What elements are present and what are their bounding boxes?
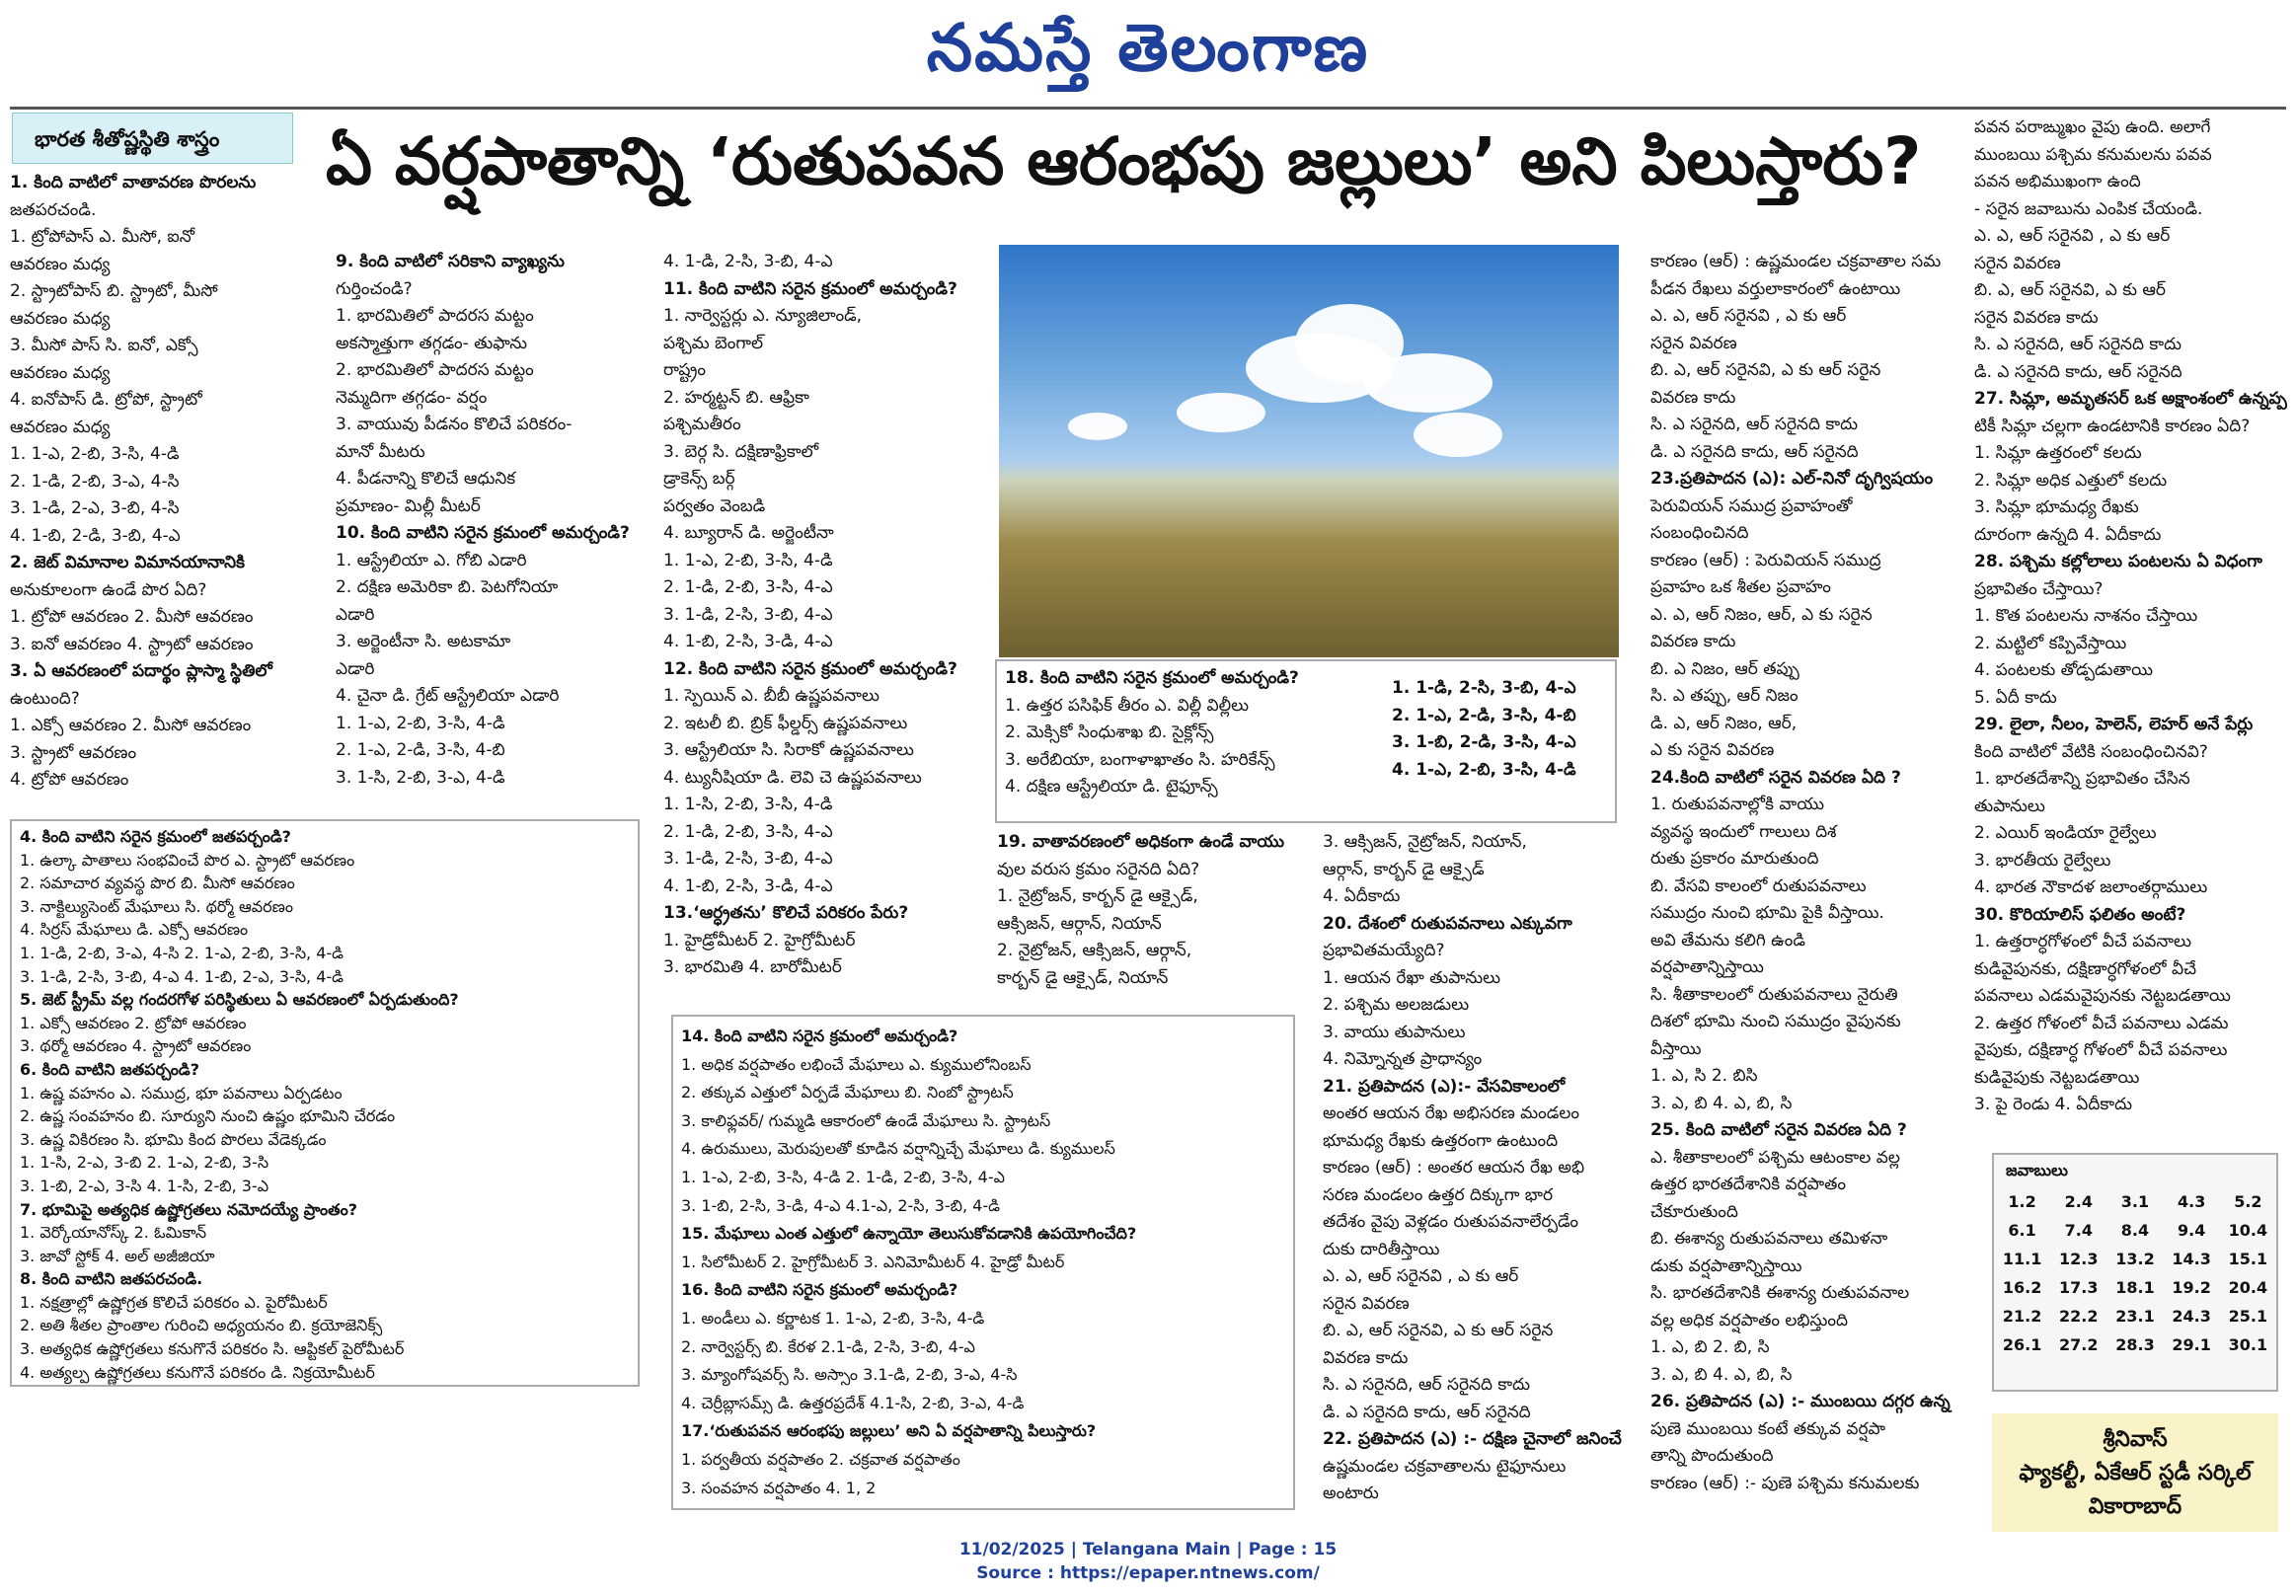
col1-line: 2. 1-డి, 2-బి, 3-ఎ, 4-సి bbox=[10, 471, 180, 492]
col3-line: డ్రాకెన్స్ బర్గ్ bbox=[663, 469, 735, 489]
answer-cell: 3.1 bbox=[2120, 1192, 2150, 1211]
box18_opts-line: 3. 1-బి, 2-డి, 3-సి, 4-ఎ bbox=[1392, 732, 1576, 752]
col6-line: పవన పరాఙ్ముఖం వైపు ఉంది. అలాగే bbox=[1974, 117, 2211, 137]
col5-line: సంబంధించినది bbox=[1650, 523, 1749, 543]
col3-line: 4. 1-డి, 2-సి, 3-బి, 4-ఎ bbox=[663, 252, 833, 271]
answer-row bbox=[1994, 1302, 2276, 1330]
col6-line: 3. భారతీయ రైల్వేలు bbox=[1974, 850, 2111, 871]
box18-line: 3. అరేబియా, బంగాళాఖాతం సి. హరికేన్స్ bbox=[1005, 749, 1275, 770]
col6-line: 3. పై రెండు 4. ఏదీకాదు bbox=[1974, 1095, 2133, 1114]
col6-line: కింది వాటిలో వేటికి సంబంధించినవి? bbox=[1974, 741, 2208, 762]
col1-line: 1. కింది వాటిలో వాతావరణ పొరలను bbox=[10, 173, 257, 192]
col4b-line: 3. వాయు తుపానులు bbox=[1323, 1022, 1466, 1042]
col1b-line: 3. 1-డి, 2-సి, 3-బి, 4-ఎ 4. 1-బి, 2-ఎ, 3-సి, 4-డి bbox=[20, 966, 344, 986]
footer-source: Source : https://epaper.ntnews.com/ bbox=[976, 1563, 1320, 1583]
col4a-line: వుల వరుస క్రమం సరైనది ఏది? bbox=[997, 859, 1200, 879]
answer-cell: 8.4 bbox=[2120, 1221, 2150, 1240]
col6-line: 2. మట్టిలో కప్పివేస్తాయి bbox=[1974, 633, 2127, 653]
col5-line: డుకు వర్షపాతాన్నిస్తాయి bbox=[1650, 1255, 1802, 1276]
col6-line: సరైన వివరణ కాదు bbox=[1974, 307, 2099, 328]
col1b-line: 6. కింది వాటిని జతపర్చండి? bbox=[20, 1059, 200, 1079]
col1-line: ఉంటుంది? bbox=[10, 688, 80, 709]
box18_opts-line: 4. 1-ఎ, 2-బి, 3-సి, 4-డి bbox=[1392, 759, 1576, 780]
col1b-line: 5. జెట్ స్ట్రీమ్ వల్ల గందరగోళ పరిస్థితులు ఏ ఆవరణంలో ఏర్పడుతుంది? bbox=[20, 990, 459, 1010]
col1b-line: 3. 1-బి, 2-ఎ, 3-సి 4. 1-సి, 2-బి, 3-ఎ bbox=[20, 1176, 269, 1195]
col5-line: 1. ఎ, సి 2. బిసి bbox=[1650, 1066, 1758, 1086]
answer-cell: 11.1 bbox=[2002, 1250, 2042, 1268]
box14-line: 1. అండీలు ఎ. కర్ణాటక 1. 1-ఎ, 2-బి, 3-సి, 4-డి bbox=[681, 1308, 985, 1328]
col1b-line: 1. నక్షత్రాల్లో ఉష్ణోగ్రత కొలిచే పరికరం ఎ. పైరోమీటర్ bbox=[20, 1292, 328, 1312]
col5-line: ఎ. ఎ, ఆర్ సరైనవి , ఎ కు ఆర్ bbox=[1650, 306, 1847, 326]
masthead: నమస్తే తెలంగాణ bbox=[926, 10, 1370, 86]
col6-line: 3. సిమ్లా భూమధ్య రేఖకు bbox=[1974, 497, 2139, 517]
box14-line: 14. కింది వాటిని సరైన క్రమంలో అమర్చండి? bbox=[681, 1026, 958, 1045]
col2-line: 3. వాయువు పీడనం కొలిచే పరికరం- bbox=[336, 415, 573, 434]
col1-line: ఆవరణం మధ్య bbox=[10, 308, 111, 329]
answer-cell: 7.4 bbox=[2064, 1221, 2093, 1240]
section-label: భారత శీతోష్ణస్థితి శాస్త్రం bbox=[12, 113, 293, 164]
col3-line: 1. 1-ఎ, 2-బి, 3-సి, 4-డి bbox=[663, 550, 833, 570]
col1b-line: 2. ఉష్ణ సంవహనం బి. సూర్యుని నుంచి ఉష్ణం భూమిని చేరడం bbox=[20, 1106, 396, 1126]
col5-line: తాన్ని పొందుతుంది bbox=[1650, 1446, 1774, 1466]
col3-line: 2. 1-డి, 2-బి, 3-సి, 4-ఎ bbox=[663, 577, 833, 597]
col2-line: 3. 1-సి, 2-బి, 3-ఎ, 4-డి bbox=[336, 767, 505, 788]
col1b-line: 3. నాక్టిల్యుసెంట్ మేఘాలు సి. థర్మో ఆవరణం bbox=[20, 896, 293, 916]
col3-line: 13.‘ఆర్ధ్రతను’ కొలిచే పరికరం పేరు? bbox=[663, 903, 909, 923]
col5-line: కారణం (ఆర్) : పెరువియన్ సముద్ర bbox=[1650, 550, 1881, 570]
col6-line: 1. కొత పంటలను నాశనం చేస్తాయి bbox=[1974, 606, 2198, 626]
col3-line: 1. 1-సి, 2-బి, 3-సి, 4-డి bbox=[663, 795, 833, 814]
col3-line: 3. ఆస్ట్రేలియా సి. సిరాకో ఉష్ణపవనాలు bbox=[663, 740, 914, 760]
col4b-line: 20. దేశంలో రుతుపవనాలు ఎక్కువగా bbox=[1323, 913, 1572, 934]
col5-line: 25. కింది వాటిలో సరైన వివరణ ఏది ? bbox=[1650, 1120, 1907, 1140]
col4b-line: సరణ మండలం ఉత్తర దిక్కుగా భార bbox=[1323, 1184, 1554, 1205]
col5-line: బి. ఈశాన్య రుతుపవనాలు తమిళనా bbox=[1650, 1229, 1888, 1249]
headline: ఏ వర్షపాతాన్ని ‘రుతుపవన ఆరంభపు జల్లులు’ అని పిలుస్తారు? bbox=[326, 123, 1922, 199]
col4b-line: ఉష్ణమండల చక్రవాతాలను టైఫూనులు bbox=[1323, 1456, 1567, 1477]
col1b-line: 1. 1-డి, 2-బి, 3-ఎ, 4-సి 2. 1-ఎ, 2-బి, 3-సి, 4-డి bbox=[20, 943, 344, 962]
col5-line: 1. ఎ, బి 2. బి, సి bbox=[1650, 1337, 1770, 1357]
author-affiliation: ఫ్యాకల్టీ, ఏకేఆర్ స్టడీ సర్కిల్ bbox=[2019, 1461, 2252, 1485]
col5-line: 26. ప్రతిపాదన (ఎ) :- ముంబయి దగ్గర ఉన్న bbox=[1650, 1392, 1951, 1411]
col2-line: 4. పీడనాన్ని కొలిచే ఆధునిక bbox=[336, 469, 516, 489]
answer-cell: 20.4 bbox=[2228, 1278, 2268, 1297]
box18-line: 4. దక్షిణ ఆస్ట్రేలియా డి. టైఫూన్స్ bbox=[1005, 777, 1218, 797]
landscape-photo bbox=[999, 245, 1619, 657]
col5-line: వల్ల అధిక వర్షపాతం లభిస్తుంది bbox=[1650, 1310, 1848, 1330]
col1b-line: 3. జావో స్టోక్ 4. అల్ అజీజియా bbox=[20, 1246, 215, 1265]
col2-line: 1. 1-ఎ, 2-బి, 3-సి, 4-డి bbox=[336, 713, 505, 733]
column-1 bbox=[10, 170, 326, 795]
col6-line: ఎ. ఎ, ఆర్ సరైనవి , ఎ కు ఆర్ bbox=[1974, 226, 2171, 246]
col2-line: 4. చైనా డి. గ్రేట్ ఆస్ట్రేలియా ఎడారి bbox=[336, 686, 560, 706]
box14-line: 4. చెర్రీబ్లాసమ్స్ డి. ఉత్తరప్రదేశ్ 4.1-సి, 2-బి, 3-ఎ, 4-డి bbox=[681, 1393, 1025, 1412]
col4b-line: 22. ప్రతిపాదన (ఎ) :- దక్షిణ చైనాలో జనించే bbox=[1323, 1429, 1622, 1449]
col6-line: 27. సిమ్లా, అమృతసర్ ఒక అక్షాంశంలో ఉన్నప్ప bbox=[1974, 389, 2287, 409]
col1-line: 3. ఏ ఆవరణంలో పదార్థం ప్లాస్మా స్థితిలో bbox=[10, 661, 272, 681]
answer-cell: 18.1 bbox=[2115, 1278, 2155, 1297]
col5-line: కారణం (ఆర్) : ఉష్ణమండల చక్రవాతాల సమ bbox=[1650, 252, 1942, 271]
col6-line: 4. పంటలకు తోడ్పడుతాయి bbox=[1974, 660, 2153, 680]
col4b-line: 2. పశ్చిమ అలజడులు bbox=[1323, 995, 1470, 1015]
col3-line: 3. 1-డి, 2-సి, 3-బి, 4-ఎ bbox=[663, 849, 833, 869]
col3-line: 1. హైడ్రోమీటర్ 2. హైగ్రోమీటర్ bbox=[663, 930, 856, 950]
column-5 bbox=[1650, 249, 1976, 1497]
answer-row bbox=[1994, 1245, 2276, 1273]
question-18 bbox=[1005, 665, 1380, 801]
col5-line: వర్షపాతాన్నిస్తాయి bbox=[1650, 957, 1764, 977]
box14-line: 2. తక్కువ ఎత్తులో ఏర్పడే మేఘాలు బి. నింబో స్ట్రాటస్ bbox=[681, 1083, 1014, 1102]
col5-line: పెరువియన్ సముద్ర ప్రవాహంతో bbox=[1650, 495, 1853, 516]
col5-line: అవి తేమను కలిగి ఉండి bbox=[1650, 930, 1805, 950]
col3-line: 1. నార్వెస్టర్లు ఎ. న్యూజిలాండ్, bbox=[663, 306, 863, 326]
col1-line: ఆవరణం మధ్య bbox=[10, 362, 111, 383]
answer-cell: 16.2 bbox=[2002, 1278, 2042, 1297]
col1b-line: 8. కింది వాటిని జతపరచండి. bbox=[20, 1269, 203, 1289]
box14-line: 3. 1-బి, 2-సి, 3-డి, 4-ఎ 4.1-ఎ, 2-సి, 3-బి, 4-డి bbox=[681, 1195, 1000, 1215]
answer-row bbox=[1994, 1216, 2276, 1245]
question-box-18 bbox=[995, 659, 1617, 823]
author-credit bbox=[1992, 1413, 2278, 1532]
col3-line: 12. కింది వాటిని సరైన క్రమంలో అమర్చండి? bbox=[663, 658, 957, 679]
answer-key bbox=[1992, 1153, 2278, 1392]
col5-line: 1. రుతుపవనాల్లోకి వాయు bbox=[1650, 795, 1824, 814]
col5-line: సి. శీతాకాలంలో రుతుపవనాలు నైరుతి bbox=[1650, 984, 1898, 1005]
col6-line: 1. భారతదేశాన్ని ప్రభావితం చేసిన bbox=[1974, 769, 2190, 789]
col2-line: 2. 1-ఎ, 2-డి, 3-సి, 4-బి bbox=[336, 740, 505, 760]
col5-line: 24.కింది వాటిలో సరైన వివరణ ఏది ? bbox=[1650, 767, 1901, 788]
col1b-line: 4. కింది వాటిని సరైన క్రమంలో జతపర్చండి? bbox=[20, 827, 291, 846]
answer-cell: 27.2 bbox=[2059, 1335, 2099, 1354]
col6-line: కుడివైపునకు, దక్షిణార్ధగోళంలో వీచే bbox=[1974, 958, 2197, 979]
col6-line: సి. ఎ సరైనది, ఆర్ సరైనది కాదు bbox=[1974, 335, 2182, 354]
col1b-line: 7. భూమిపై అత్యధిక ఉష్ణోగ్రతలు నమోదయ్యే ప్రాంతం? bbox=[20, 1199, 358, 1219]
col4b-line: అంతర ఆయన రేఖ అభిసరణ మండలం bbox=[1323, 1103, 1580, 1123]
col4b-line: తదేశం వైపు వెళ్లడం రుతుపవనాలేర్పడేం bbox=[1323, 1212, 1579, 1232]
col1-line: 2. స్ట్రాటోపాస్ బి. స్ట్రాటో, మీసో bbox=[10, 281, 218, 301]
col6-line: 1. సిమ్లా ఉత్తరంలో కలదు bbox=[1974, 443, 2142, 463]
answer-row bbox=[1994, 1330, 2276, 1359]
col4b-line: బి. ఎ, ఆర్ సరైనవి, ఎ కు ఆర్ సరైన bbox=[1323, 1321, 1554, 1340]
col5-line: ఎ కు సరైన వివరణ bbox=[1650, 740, 1775, 760]
box14-line: 2. నార్వెస్టర్స్ బి. కేరళ 2.1-డి, 2-సి, 3-బి, 4-ఎ bbox=[681, 1336, 975, 1356]
col5-line: చేకూరుతుంది bbox=[1650, 1201, 1738, 1222]
col6-line: 2. ఎయిర్ ఇండియా రైల్వేలు bbox=[1974, 823, 2157, 843]
col5-line: ప్రవాహం ఒక శీతల ప్రవాహం bbox=[1650, 577, 1831, 597]
col4b-line: కారణం (ఆర్) : అంతర ఆయన రేఖ అభి bbox=[1323, 1158, 1585, 1178]
col5-line: వివరణ కాదు bbox=[1650, 632, 1736, 651]
col5-line: కారణం (ఆర్) :- పుణె పశ్చిమ కనుమలకు bbox=[1650, 1473, 1920, 1493]
col4b-line: దుకు దారితీస్తాయి bbox=[1323, 1239, 1440, 1259]
col2-line: 2. దక్షిణ అమెరికా బి. పెటగోనియా bbox=[336, 577, 559, 597]
box18_opts-line: 1. 1-డి, 2-సి, 3-బి, 4-ఎ bbox=[1392, 678, 1576, 698]
answer-cell: 1.2 bbox=[2008, 1192, 2036, 1211]
col4b-line: భూమధ్య రేఖకు ఉత్తరంగా ఉంటుంది bbox=[1323, 1130, 1559, 1151]
col1b-line: 1. వెర్కోయానోస్క్ 2. ఓమికాన్ bbox=[20, 1223, 207, 1243]
author-name: శ్రీనివాస్ bbox=[2103, 1427, 2168, 1452]
answer-cell: 10.4 bbox=[2228, 1221, 2268, 1240]
col1b-line: 2. సమాచార వ్యవస్థ పొర బి. మీసో ఆవరణం bbox=[20, 874, 295, 893]
col1-line: 4. ట్రోపో ఆవరణం bbox=[10, 770, 129, 790]
col5-line: రుతు ప్రకారం మారుతుంది bbox=[1650, 849, 1819, 869]
col1b-line: 4. అత్యల్ప ఉష్ణోగ్రతలు కనుగొనే పరికరం డి. నిక్రయోమీటర్ bbox=[20, 1362, 375, 1382]
column-6 bbox=[1974, 114, 2286, 1119]
box18_opts-line: 2. 1-ఎ, 2-డి, 3-సి, 4-బి bbox=[1392, 705, 1576, 725]
answer-cell: 25.1 bbox=[2228, 1307, 2268, 1326]
header-rule bbox=[10, 107, 2286, 110]
box14-line: 17.‘రుతుపవన ఆరంభపు జల్లులు’ అని ఏ వర్షపాతాన్ని పిలుస్తారు? bbox=[681, 1421, 1097, 1441]
col5-line: బి. ఎ, ఆర్ సరైనవి, ఎ కు ఆర్ సరైన bbox=[1650, 360, 1881, 380]
col5-line: 23.ప్రతిపాదన (ఎ): ఎల్-నినో దృగ్విషయం bbox=[1650, 469, 1934, 489]
col4b-line: ఆర్గాన్, కార్బన్ డై ఆక్సైడ్ bbox=[1323, 859, 1485, 879]
col4b-line: వివరణ కాదు bbox=[1323, 1347, 1409, 1368]
col1-line: 1. ట్రోపోపాస్ ఎ. మీసో, ఐనో bbox=[10, 227, 195, 247]
col2-line: మానో మీటరు bbox=[336, 441, 425, 462]
col4b-line: 1. ఆయన రేఖా తుపానులు bbox=[1323, 967, 1501, 988]
col3-line: 11. కింది వాటిని సరైన క్రమంలో అమర్చండి? bbox=[663, 278, 957, 299]
col6-line: సరైన వివరణ bbox=[1974, 253, 2061, 273]
col6-line: 1. ఉత్తరార్ధగోళంలో వీచే పవనాలు bbox=[1974, 932, 2191, 951]
col6-line: 30. కొరియాలిస్ ఫలితం అంటే? bbox=[1974, 904, 2186, 925]
col4a-line: 2. నైట్రోజన్, ఆక్సిజన్, ఆర్గాన్, bbox=[997, 941, 1192, 960]
box14-line: 3. మ్యాంగోషవర్స్ సి. అస్సాం 3.1-డి, 2-బి, 3-ఎ, 4-సి bbox=[681, 1365, 1018, 1385]
col5-line: వివరణ కాదు bbox=[1650, 387, 1736, 408]
answer-cell: 22.2 bbox=[2059, 1307, 2099, 1326]
col6-line: పవన అభిముఖంగా ఉంది bbox=[1974, 172, 2141, 191]
col3-line: 4. 1-బి, 2-సి, 3-డి, 4-ఎ bbox=[663, 632, 833, 651]
col4a-line: 19. వాతావరణంలో అధికంగా ఉండే వాయు bbox=[997, 832, 1285, 852]
col6-line: కుడివైపుకు నెట్టబడతాయి bbox=[1974, 1067, 2140, 1088]
answer-table bbox=[1994, 1187, 2276, 1359]
col1b-line: 1. 1-సి, 2-ఎ, 3-బి 2. 1-ఎ, 2-బి, 3-సి bbox=[20, 1153, 269, 1173]
box14-line: 1. అధిక వర్షపాతం లభించే మేఘాలు ఎ. క్యుములోనింబస్ bbox=[681, 1054, 1032, 1074]
col1b-line: 3. థర్మో ఆవరణం 4. స్ట్రాటో ఆవరణం bbox=[20, 1036, 252, 1056]
col4a-line: ఆక్సిజన్, ఆర్గాన్, నియాన్ bbox=[997, 913, 1162, 934]
col5-line: డి. ఎ సరైనది కాదు, ఆర్ సరైనది bbox=[1650, 441, 1859, 462]
col2-line: 2. భారమితిలో పాదరస మట్టం bbox=[336, 360, 534, 380]
col1-line: 3. 1-డి, 2-ఎ, 3-బి, 4-సి bbox=[10, 498, 180, 518]
box14-line: 3. సంవహన వర్షపాతం 4. 1, 2 bbox=[681, 1478, 877, 1497]
col3-line: 4. 1-బి, 2-సి, 3-డి, 4-ఎ bbox=[663, 875, 833, 896]
col1-line: ఆవరణం మధ్య bbox=[10, 417, 111, 437]
col5-line: సి. ఎ తప్పు, ఆర్ నిజం bbox=[1650, 686, 1799, 706]
col6-line: 4. భారత నౌకాదళ జలాంతర్గాములు bbox=[1974, 877, 2208, 897]
col1-line: అనుకూలంగా ఉండే పొర ఏది? bbox=[10, 579, 207, 600]
col1b-line: 4. సిర్రస్ మేఘాలు డి. ఎక్సో ఆవరణం bbox=[20, 920, 249, 940]
box14-line: 16. కింది వాటిని సరైన క్రమంలో అమర్చండి? bbox=[681, 1280, 958, 1300]
answer-cell: 30.1 bbox=[2228, 1335, 2268, 1354]
col5-line: డి. ఎ, ఆర్ నిజం, ఆర్, bbox=[1650, 713, 1798, 733]
question-18-options bbox=[1392, 675, 1609, 784]
answer-row bbox=[1994, 1273, 2276, 1302]
col1-line: 3. స్ట్రాటో ఆవరణం bbox=[10, 742, 137, 763]
answer-cell: 4.3 bbox=[2177, 1192, 2206, 1211]
col4b-line: 21. ప్రతిపాదన (ఎ):- వేసవికాలంలో bbox=[1323, 1076, 1566, 1097]
col6-line: 29. లైలా, నీలం, హెలెన్, లెహర్ అనే పేర్లు bbox=[1974, 715, 2254, 734]
col1-line: 1. 1-ఎ, 2-బి, 3-సి, 4-డి bbox=[10, 444, 180, 464]
col3-line: 4. బ్యూరాన్ డి. అర్జెంటీనా bbox=[663, 523, 834, 543]
box18-line: 2. మెక్సికో సింధుశాఖ బి. సైక్లోన్స్ bbox=[1005, 722, 1214, 742]
col2-line: 9. కింది వాటిలో సరికాని వ్యాఖ్యను bbox=[336, 252, 565, 271]
col1b-line: 1. ఉల్కా పాతాలు సంభవించే పొర ఎ. స్ట్రాటో ఆవరణం bbox=[20, 850, 355, 870]
col1-line: 2. జెట్ విమానాల విమానయానానికి bbox=[10, 553, 245, 572]
col4b-line: 4. ఏదీకాదు bbox=[1323, 886, 1401, 906]
answer-cell: 28.3 bbox=[2115, 1335, 2155, 1354]
col5-line: ఎ. ఎ, ఆర్ నిజం, ఆర్, ఎ కు సరైన bbox=[1650, 604, 1873, 625]
col6-line: టికీ సిమ్లా చల్లగా ఉండటానికి కారణం ఏది? bbox=[1974, 416, 2251, 436]
col1-line: 4. ఐనోపాస్ డి. ట్రోపో, స్ట్రాటో bbox=[10, 390, 202, 410]
col5-line: సముద్రం నుంచి భూమి పైకి వీస్తాయి. bbox=[1650, 903, 1884, 923]
answer-cell: 17.3 bbox=[2059, 1278, 2099, 1297]
col2-line: 1. ఆస్ట్రేలియా ఎ. గోబి ఎడారి bbox=[336, 550, 527, 570]
col1b-line: 1. ఉష్ణ వహనం ఎ. సముద్ర, భూ పవనాలు ఏర్పడటం bbox=[20, 1083, 343, 1102]
col4b-line: డి. ఎ సరైనది కాదు, ఆర్ సరైనది bbox=[1323, 1402, 1531, 1422]
col1b-line: 1. ఎక్సో ఆవరణం 2. ట్రోపో ఆవరణం bbox=[20, 1013, 247, 1032]
questions-20-22 bbox=[1323, 829, 1648, 1508]
col5-line: ఎ. శీతాకాలంలో పశ్చిమ ఆటంకాల వల్ల bbox=[1650, 1147, 1900, 1168]
answer-cell: 14.3 bbox=[2172, 1250, 2211, 1268]
col2-line: 1. భారమితిలో పాదరస మట్టం bbox=[336, 306, 534, 326]
col5-line: సరైన వివరణ bbox=[1650, 333, 1737, 353]
answer-cell: 9.4 bbox=[2177, 1221, 2206, 1240]
col5-line: పుణె ముంబయి కంటే తక్కువ వర్షపా bbox=[1650, 1418, 1886, 1439]
answer-cell: 26.1 bbox=[2002, 1335, 2042, 1354]
col2-line: నెమ్మదిగా తగ్గడం- వర్షం bbox=[336, 387, 488, 408]
col1b-line: 2. అతి శీతల ప్రాంతాల గురించి అధ్యయనం బి. క్రయోజెనిక్స్ bbox=[20, 1316, 383, 1335]
col1b-line: 3. అత్యధిక ఉష్ణోగ్రతలు కనుగొనే పరికరం సి. ఆప్టికల్ పైరోమీటర్ bbox=[20, 1339, 405, 1359]
question-box-4-8 bbox=[10, 819, 640, 1387]
col3-line: పశ్చిమ బెంగాల్ bbox=[663, 333, 764, 353]
answer-cell: 29.1 bbox=[2172, 1335, 2211, 1354]
col6-line: దూరంగా ఉన్నది 4. ఏదీకాదు bbox=[1974, 524, 2162, 545]
col3-line: రాష్ట్రం bbox=[663, 360, 707, 380]
answer-cell: 6.1 bbox=[2008, 1221, 2036, 1240]
col6-line: ప్రభావితం చేస్తాయి? bbox=[1974, 578, 2104, 599]
col5-line: వీస్తాయి bbox=[1650, 1038, 1702, 1059]
col3-line: 3. బెర్గ సి. దక్షిణాఫ్రికాలో bbox=[663, 441, 819, 462]
col3-line: పశ్చిమతీరం bbox=[663, 415, 741, 434]
col3-line: 2. హర్మట్టన్ బి. ఆఫ్రికా bbox=[663, 387, 809, 408]
col2-line: గుర్తించండి? bbox=[336, 278, 413, 299]
author-location: వికారాబాద్ bbox=[2088, 1494, 2182, 1519]
column-3 bbox=[663, 249, 989, 982]
answer-cell: 19.2 bbox=[2172, 1278, 2211, 1297]
box14-line: 4. ఉరుములు, మెరుపులతో కూడిన వర్షాన్నిచ్చే మేఘాలు డి. క్యుములస్ bbox=[681, 1139, 1115, 1159]
col3-line: 1. స్పెయిన్ ఎ. బీబీ ఉష్ణపవనాలు bbox=[663, 686, 880, 706]
col2-line: 3. అర్జెంటీనా సి. అటకామా bbox=[336, 632, 511, 651]
col5-line: వ్యవస్థ ఇందులో గాలులు దిశ bbox=[1650, 821, 1837, 842]
col5-line: సి. ఎ సరైనది, ఆర్ సరైనది కాదు bbox=[1650, 415, 1859, 434]
col2-line: అకస్మాత్తుగా తగ్గడం- తుఫాను bbox=[336, 333, 528, 353]
col1-line: 3. మీసో పాస్ సి. ఐనో, ఎక్సో bbox=[10, 336, 198, 355]
col6-line: 28. పశ్చిమ కల్లోలాలు పంటలను ఏ విధంగా bbox=[1974, 552, 2262, 571]
col4b-line: ఎ. ఎ, ఆర్ సరైనవి , ఎ కు ఆర్ bbox=[1323, 1266, 1519, 1286]
col4a-line: కార్బన్ డై ఆక్సైడ్, నియాన్ bbox=[997, 967, 1169, 988]
col5-line: సి. భారతదేశానికి ఈశాన్య రుతుపవనాల bbox=[1650, 1283, 1910, 1303]
col6-line: 2. సిమ్లా అధిక ఎత్తులో కలదు bbox=[1974, 470, 2168, 491]
question-19 bbox=[997, 829, 1352, 992]
col1-line: ఆవరణం మధ్య bbox=[10, 254, 111, 274]
col6-line: డి. ఎ సరైనది కాదు, ఆర్ సరైనది bbox=[1974, 361, 2182, 382]
col6-line: పవనాలు ఎడమవైపునకు నెట్టబడతాయి bbox=[1974, 986, 2231, 1006]
col2-line: 10. కింది వాటిని సరైన క్రమంలో అమర్చండి? bbox=[336, 523, 630, 543]
answer-cell: 5.2 bbox=[2234, 1192, 2262, 1211]
box14-line: 1. 1-ఎ, 2-బి, 3-సి, 4-డి 2. 1-డి, 2-బి, 3-సి, 4-ఎ bbox=[681, 1167, 1006, 1186]
col5-line: 3. ఎ, బి 4. ఎ, బి, సి bbox=[1650, 1093, 1793, 1113]
col6-line: ముంబయి పశ్చిమ కనుమలను పవవ bbox=[1974, 144, 2212, 165]
col4b-line: ప్రభావితమయ్యేది? bbox=[1323, 941, 1445, 960]
col4b-line: 3. ఆక్సిజన్, నైట్రోజన్, నియాన్, bbox=[1323, 832, 1527, 852]
col5-line: బి. వేసవి కాలంలో రుతుపవనాలు bbox=[1650, 875, 1867, 896]
col6-line: - సరైన జవాబును ఎంపిక చేయండి. bbox=[1974, 198, 2203, 219]
answer-cell: 13.2 bbox=[2115, 1250, 2155, 1268]
col1-line: జతపరచండి. bbox=[10, 199, 97, 220]
col3-line: 3. భారమితి 4. బారోమీటర్ bbox=[663, 957, 842, 977]
col3-line: 3. 1-డి, 2-సి, 3-బి, 4-ఎ bbox=[663, 604, 833, 625]
col1-line: 3. ఐనో ఆవరణం 4. స్ట్రాటో ఆవరణం bbox=[10, 634, 254, 654]
answer-cell: 24.3 bbox=[2172, 1307, 2211, 1326]
col4a-line: 1. నైట్రోజన్, కార్బన్ డై ఆక్సైడ్, bbox=[997, 886, 1198, 906]
col1-line: 4. 1-బి, 2-డి, 3-బి, 4-ఎ bbox=[10, 525, 181, 546]
answer-cell: 15.1 bbox=[2228, 1250, 2268, 1268]
questions-4-8 bbox=[20, 825, 632, 1384]
col3-line: పర్వతం వెంబడి bbox=[663, 495, 766, 516]
col5-line: దిశలో భూమి నుంచి సముద్రం వైపునకు bbox=[1650, 1012, 1901, 1031]
col3-line: 2. 1-డి, 2-బి, 3-సి, 4-ఎ bbox=[663, 821, 833, 842]
answer-cell: 12.3 bbox=[2059, 1250, 2099, 1268]
col6-line: 5. ఏదీ కాదు bbox=[1974, 687, 2057, 708]
col5-line: 3. ఎ, బి 4. ఎ, బి, సి bbox=[1650, 1364, 1793, 1385]
col2-line: ప్రమాణం- మిల్లీ మీటర్ bbox=[336, 495, 481, 516]
col2-line: ఎడారి bbox=[336, 604, 375, 625]
col3-line: 2. ఇటలీ బి. బ్రిక్ ఫీల్డర్స్ ఉష్ణపవనాలు bbox=[663, 713, 908, 733]
answer-cell: 2.4 bbox=[2064, 1192, 2093, 1211]
col1b-line: 3. ఉష్ణ వికిరణం సి. భూమి కింద పొరలు వేడెక్కడం bbox=[20, 1129, 327, 1149]
col6-line: వైపుకు, దక్షిణార్ధ గోళంలో వీచే పవనాలు bbox=[1974, 1040, 2228, 1060]
box18-line: 1. ఉత్తర పసిఫిక్ తీరం ఎ. విల్లీ విల్లీలు bbox=[1005, 695, 1250, 716]
answer-cell: 23.1 bbox=[2115, 1307, 2155, 1326]
col5-line: పీడన రేఖలు వర్తులాకారంలో ఉంటాయి bbox=[1650, 278, 1901, 299]
box14-line: 3. కాలిఫ్లవర్/ గుమ్మడి ఆకారంలో ఉండే మేఘాలు సి. స్ట్రాటస్ bbox=[681, 1110, 1051, 1130]
col6-line: తుపానులు bbox=[1974, 796, 2045, 816]
footer-date: 11/02/2025 | Telangana Main | Page : 15 bbox=[958, 1540, 1338, 1559]
col6-line: బి. ఎ, ఆర్ సరైనవి, ఎ కు ఆర్ bbox=[1974, 280, 2167, 300]
answer-row bbox=[1994, 1187, 2276, 1216]
col3-line: 4. ట్యునీషియా డి. లెవి చె ఉష్ణపవనాలు bbox=[663, 767, 922, 788]
box14-line: 15. మేఘాలు ఎంత ఎత్తులో ఉన్నాయో తెలుసుకోవడానికి ఉపయోగించేది? bbox=[681, 1224, 1137, 1244]
answer-key-title: జవాబులు bbox=[2006, 1161, 2068, 1179]
col2-line: ఎడారి bbox=[336, 658, 375, 679]
col5-line: బి. ఎ నిజం, ఆర్ తప్పు bbox=[1650, 658, 1799, 679]
col4b-line: సి. ఎ సరైనది, ఆర్ సరైనది కాదు bbox=[1323, 1375, 1531, 1395]
col4b-line: 4. నిమ్నోన్నత ప్రాధాన్యం bbox=[1323, 1049, 1483, 1069]
col6-line: 2. ఉత్తర గోళంలో వీచే పవనాలు ఎడమ bbox=[1974, 1013, 2229, 1033]
box14-line: 1. పర్వతీయ వర్షపాతం 2. చక్రవాత వర్షపాతం bbox=[681, 1449, 960, 1469]
col1-line: 1. ఎక్సో ఆవరణం 2. మీసో ఆవరణం bbox=[10, 716, 252, 735]
box18-line: 18. కింది వాటిని సరైన క్రమంలో అమర్చండి? bbox=[1005, 668, 1299, 688]
column-2 bbox=[336, 249, 661, 792]
questions-14-17 bbox=[681, 1023, 1289, 1502]
answer-cell: 21.2 bbox=[2002, 1307, 2042, 1326]
col4b-line: సరైన వివరణ bbox=[1323, 1293, 1410, 1314]
box14-line: 1. సిలోమీటర్ 2. హైగ్రోమీటర్ 3. ఎనిమోమీటర్ 4. హైడ్రో మీటర్ bbox=[681, 1252, 1065, 1271]
question-box-14-17 bbox=[671, 1015, 1295, 1510]
col4b-line: అంటారు bbox=[1323, 1483, 1379, 1503]
col5-line: ఉత్తర భారతదేశానికి వర్షపాతం bbox=[1650, 1175, 1847, 1194]
col1-line: 1. ట్రోపో ఆవరణం 2. మీసో ఆవరణం bbox=[10, 607, 254, 627]
